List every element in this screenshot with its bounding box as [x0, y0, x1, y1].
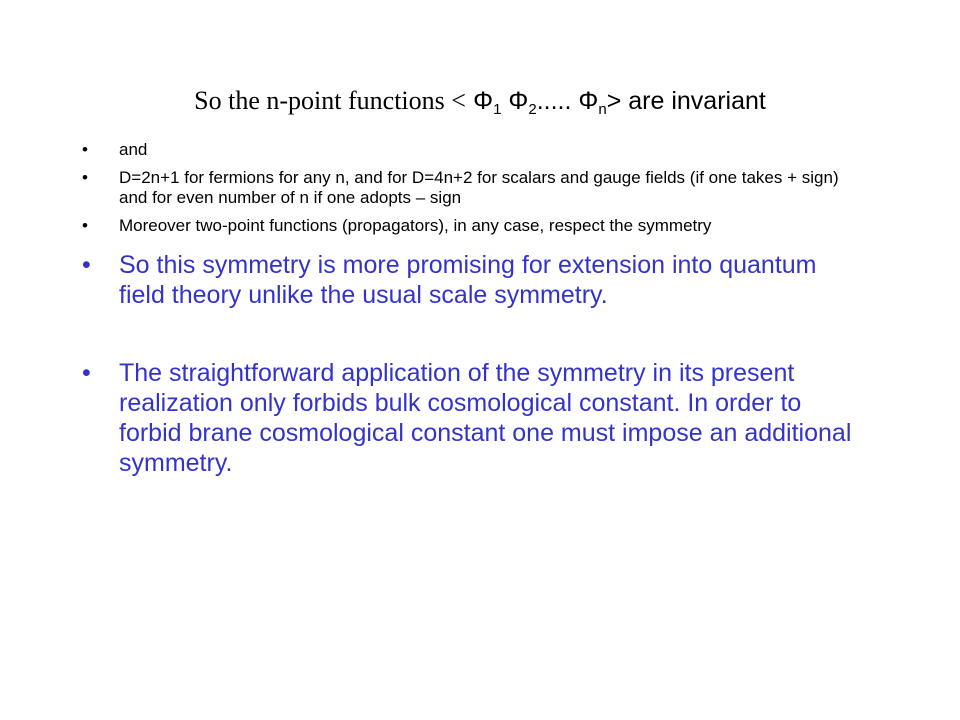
bullet-text: and [119, 140, 148, 159]
phi-1-symbol: Φ [473, 87, 494, 115]
bullet-text: So this symmetry is more promising for extension into quantum field theory unlike the usual scale symmetry. [119, 251, 817, 309]
phi-n-subscript: n [598, 101, 607, 118]
bullet-list [82, 140, 862, 478]
bullet-item-application [82, 358, 862, 478]
phi-2-symbol: Φ [508, 87, 529, 115]
bullet-dot-icon: • [82, 140, 88, 159]
phi-2-subscript: 2 [528, 101, 537, 118]
bullet-dot-icon: • [82, 251, 91, 279]
phi-1-subscript: 1 [493, 101, 502, 118]
bullet-item-dimensions [82, 168, 862, 208]
bullet-item-two-point [82, 216, 862, 236]
bullet-dot-icon: • [82, 168, 88, 187]
bullet-text: D=2n+1 for fermions for any n, and for D=4n+2 for scalars and gauge fields (if one takes + sign) and for even number of n if one adopts – sign [119, 168, 839, 207]
phi-n-symbol: Φ [578, 87, 599, 115]
bullet-item-promising [82, 250, 862, 310]
title-serif-text: So the n-point functions < [194, 86, 466, 115]
bullet-item-and [82, 140, 862, 160]
bullet-text: Moreover two-point functions (propagators), in any case, respect the symmetry [119, 216, 712, 235]
title-dots: ..... [536, 87, 572, 115]
title-formula [473, 87, 766, 118]
slide-title [0, 80, 960, 121]
title-tail: > are invariant [606, 87, 766, 115]
bullet-dot-icon: • [82, 216, 88, 235]
bullet-dot-icon: • [82, 359, 91, 387]
bullet-text: The straightforward application of the symmetry in its present realization only forbids bulk cosmological constant. In order to forbid brane cosmological constant one must impose an additional symmetry. [119, 359, 852, 477]
